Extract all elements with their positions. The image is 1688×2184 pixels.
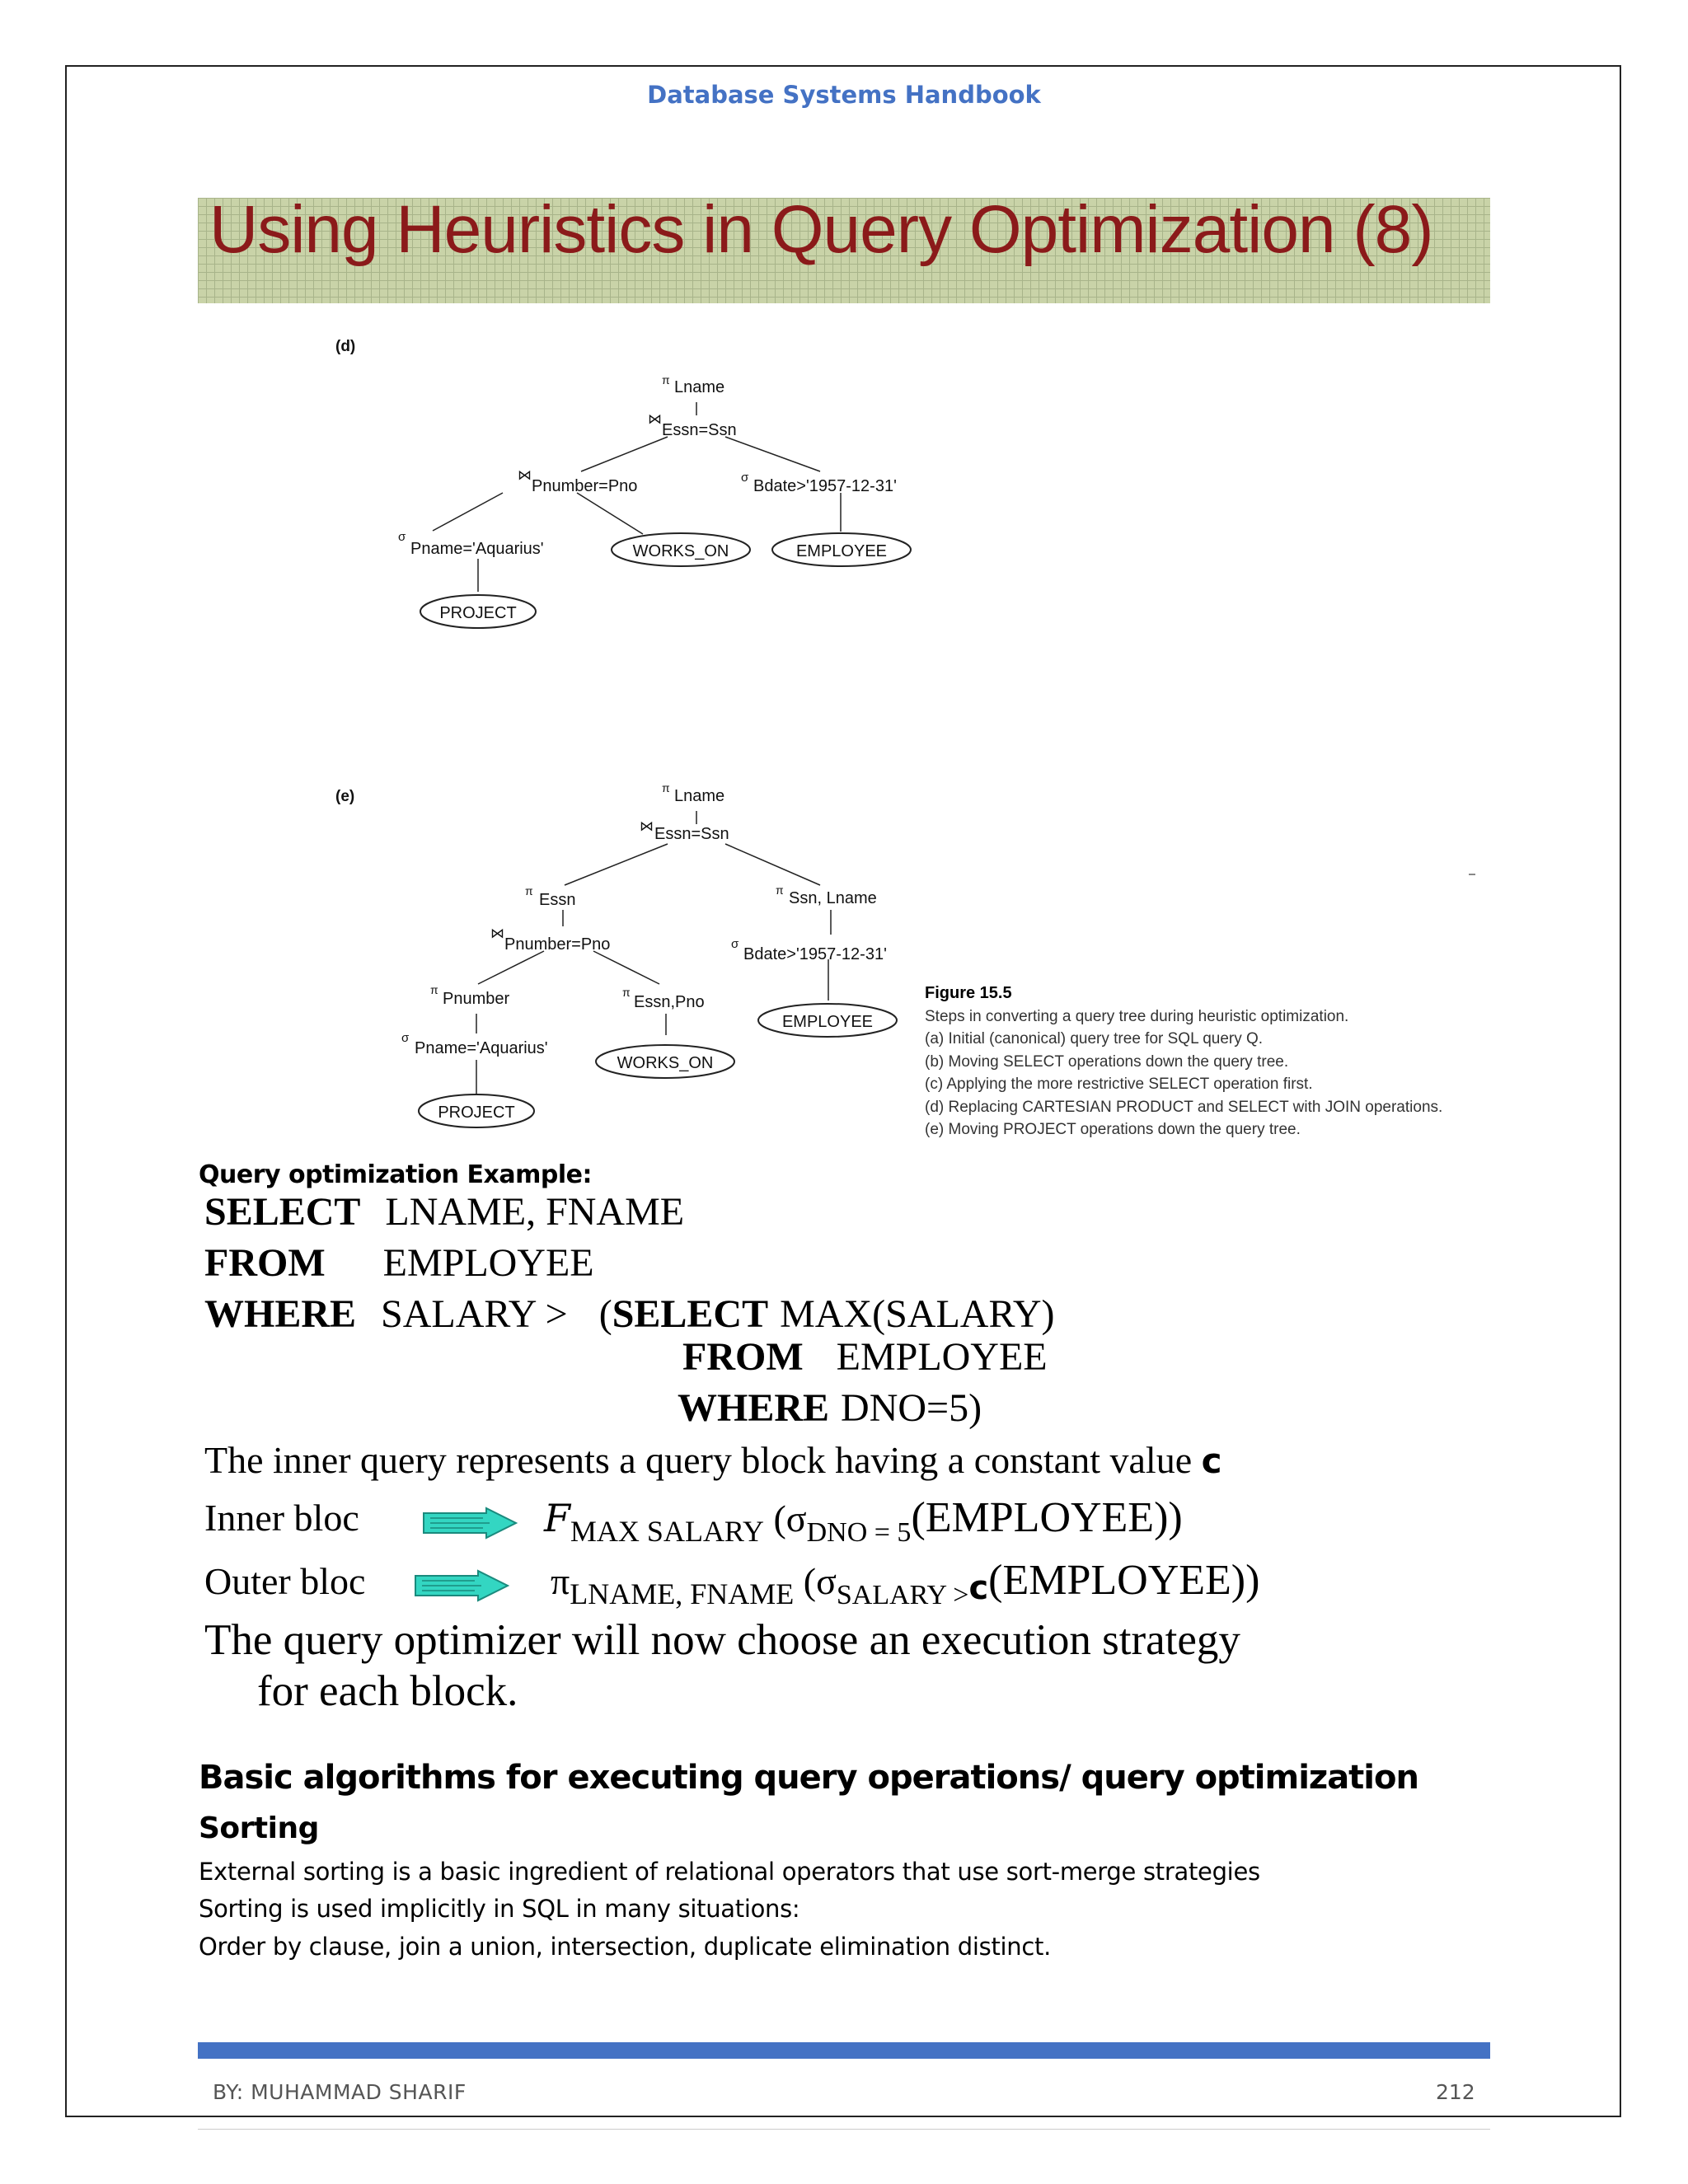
tree-e-sigma-pname: Pname='Aquarius' [415,1039,548,1057]
figure-caption-line: (e) Moving PROJECT operations down the query tree. [925,1121,1301,1138]
sql-select-cols: LNAME, FNAME [385,1190,685,1234]
svg-text:π: π [525,884,533,898]
footer-author: BY: MUHAMMAD SHARIF [213,2080,467,2104]
svg-text:⋈: ⋈ [490,926,504,941]
svg-text:⋈: ⋈ [518,467,532,483]
tree-d-join-left: Pnumber=Pno [532,477,638,495]
sql-sub-from-table: EMPLOYEE [836,1335,1048,1379]
outer-bloc-arrow-icon [412,1569,511,1602]
sql-kw-select: SELECT [204,1190,361,1234]
outer-constant-c: c [968,1569,989,1607]
sql-sub-kw-where: WHERE [678,1386,830,1430]
inner-open-paren: ( [763,1497,786,1540]
sql-sub-where-line [678,1385,982,1431]
tree-d-label: (d) [335,338,356,355]
sorting-line-1: External sorting is a basic ingredient of relational operators that use sort-merge strategies [199,1858,1260,1886]
tree-d-sigma-bdate: Bdate>'1957-12-31' [753,477,897,495]
sql-sub-open: ( [598,1292,612,1336]
inner-sigma-symbol: σ [785,1497,807,1540]
outer-relation: (EMPLOYEE)) [988,1557,1260,1604]
svg-text:σ: σ [398,530,406,544]
tree-e-sigma-bdate: Bdate>'1957-12-31' [743,945,887,963]
tree-e-pi-ssn-lname: Ssn, Lname [789,889,877,907]
figure-caption-line: (c) Applying the more restrictive SELECT operation first. [925,1076,1313,1093]
tree-e-works-on: WORKS_ON [617,1054,714,1072]
tree-e-pi-essn: Essn [539,891,576,909]
inner-relation: (EMPLOYEE)) [911,1494,1183,1541]
tree-d-join-root: Essn=Ssn [662,421,737,439]
sorting-line-2: Sorting is used implicitly in SQL in many situations: [199,1895,800,1923]
svg-text:⋈: ⋈ [640,818,654,834]
figure-caption-title: Figure 15.5 [925,984,1012,1002]
tree-e-pi-pnumber: Pnumber [443,990,510,1008]
sql-where-cond: SALARY > [381,1292,568,1336]
aggregate-subscript: MAX SALARY [570,1515,764,1548]
bottom-rule [198,2129,1490,2130]
inner-bloc-arrow-icon [420,1507,519,1540]
sql-kw-where: WHERE [204,1292,357,1336]
strategy-line-2: for each block. [257,1667,518,1715]
tree-e-join-left: Pnumber=Pno [504,935,611,954]
sql-sub-where-cond: DNO=5) [841,1386,982,1430]
strategy-line-1: The query optimizer will now choose an execution strategy [204,1616,1240,1664]
page-number: 212 [1436,2080,1475,2104]
svg-text:σ: σ [741,471,749,485]
figure-caption-line: (b) Moving SELECT operations down the query tree. [925,1052,1289,1071]
figure-caption-line: Steps in converting a query tree during heuristic optimization. [925,1007,1349,1025]
slide-title: Using Heuristics in Query Optimization (8) [209,192,1433,267]
tree-e-project: PROJECT [438,1104,515,1122]
running-header: Database Systems Handbook [647,81,1041,109]
footer-bar [198,2042,1490,2059]
outer-bloc-label: Outer bloc [204,1560,366,1602]
tree-e-pi-essn-pno: Essn,Pno [634,993,705,1011]
figure-caption [925,982,1442,1141]
tree-d-project: PROJECT [439,604,517,622]
svg-text:π: π [430,983,438,996]
figure-caption-line: (a) Initial (canonical) query tree for SQL query Q. [925,1030,1264,1047]
constant-c: c [1201,1441,1222,1481]
svg-text:π: π [622,986,631,999]
sorting-subheading: Sorting [199,1811,319,1845]
svg-text:π: π [662,373,670,387]
sql-sub-select-expr: MAX(SALARY) [780,1292,1055,1336]
outer-pi-symbol: π [551,1560,570,1602]
example-heading: Query optimization Example: [199,1160,592,1189]
sql-from-line [204,1240,594,1286]
outer-sigma-subscript: SALARY > [836,1580,969,1610]
tree-d-sigma-pname: Pname='Aquarius' [410,540,544,558]
inner-bloc-expression [544,1493,1183,1548]
tree-d-works-on: WORKS_ON [632,542,729,560]
sql-where-line [204,1291,1054,1337]
sorting-line-3: Order by clause, join a union, intersection, duplicate elimination distinct. [199,1933,1051,1961]
tree-e-join-root: Essn=Ssn [654,825,729,843]
outer-sigma-symbol: σ [816,1560,837,1602]
sql-from-table: EMPLOYEE [382,1241,594,1285]
svg-text:π: π [662,781,670,794]
svg-text:⋈: ⋈ [648,411,662,427]
outer-bloc-expression [551,1556,1260,1610]
aggregate-F-symbol: F [544,1496,570,1540]
sql-sub-kw-from: FROM [682,1335,804,1379]
outer-open-paren: ( [794,1560,817,1602]
svg-text:σ: σ [731,937,739,951]
tree-d-employee: EMPLOYEE [795,542,888,560]
tree-e-pi-lname: Lname [674,787,725,805]
tree-d-pi-lname: Lname [674,378,725,396]
tree-e-label: (e) [335,788,355,805]
sql-sub-from-line [682,1334,1048,1380]
svg-text:σ: σ [401,1031,410,1045]
inner-sigma-subscript: DNO = 5 [806,1517,912,1548]
tree-e-employee: EMPLOYEE [781,1013,874,1031]
figure-caption-line: (d) Replacing CARTESIAN PRODUCT and SELECT with JOIN operations. [925,1098,1443,1116]
section-heading: Basic algorithms for executing query operations/ query optimization [199,1759,1418,1797]
sql-select-line [204,1189,684,1235]
outer-pi-subscript: LNAME, FNAME [570,1577,795,1610]
inner-desc-text: The inner query represents a query block having a constant value [204,1439,1193,1481]
sql-kw-from: FROM [204,1241,326,1285]
svg-text:π: π [776,883,784,897]
inner-bloc-label: Inner bloc [204,1497,359,1539]
inner-query-description [204,1438,1222,1482]
sql-sub-kw-select: SELECT [612,1292,769,1336]
